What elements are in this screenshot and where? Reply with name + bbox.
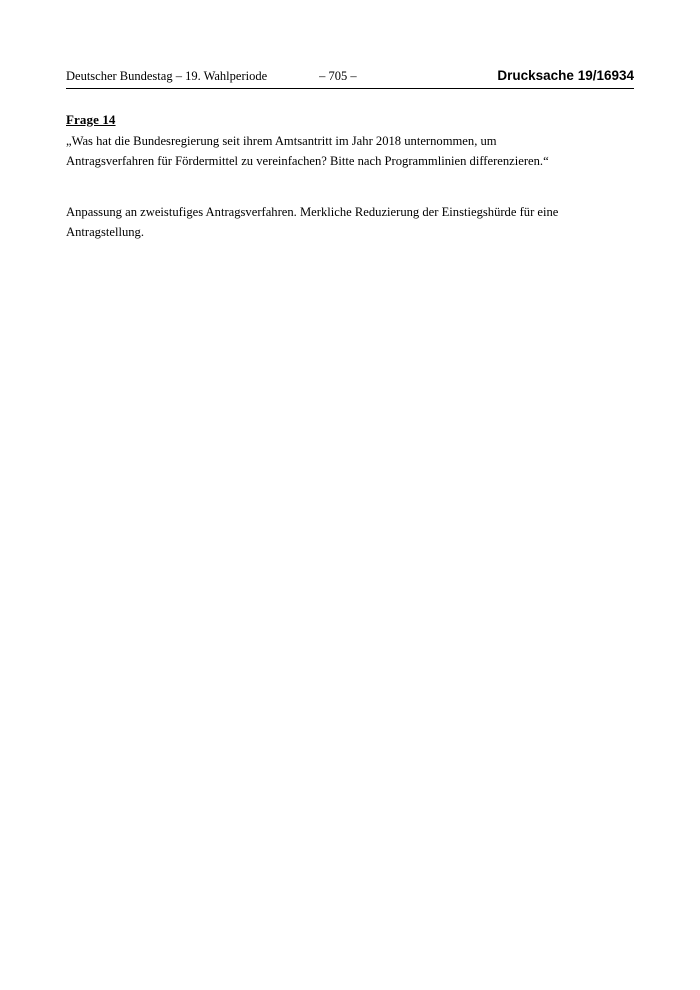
header-divider (66, 88, 634, 89)
header-document-reference (497, 68, 634, 83)
document-body (66, 112, 571, 243)
page-header (66, 68, 634, 84)
header-parliament-label: Deutscher Bundestag – 19. Wahlperiode (66, 69, 268, 83)
question-heading: Frage 14 (66, 112, 116, 127)
question-quote-text: „Was hat die Bundesregierung seit ihrem Amtsantritt im Jahr 2018 unternommen, um Antragsverfahren für Fördermittel zu vereinfachen? Bitte nach Programmlinien differenzieren.“ (66, 134, 549, 169)
header-page-number: – 705 – (319, 69, 357, 83)
header-document-number: 19/16934 (577, 68, 634, 83)
answer-text: Anpassung an zweistufiges Antragsverfahren. Merkliche Reduzierung der Einstiegshürde für eine Antragstellung. (66, 204, 559, 240)
header-document-type: Drucksache (497, 68, 574, 83)
